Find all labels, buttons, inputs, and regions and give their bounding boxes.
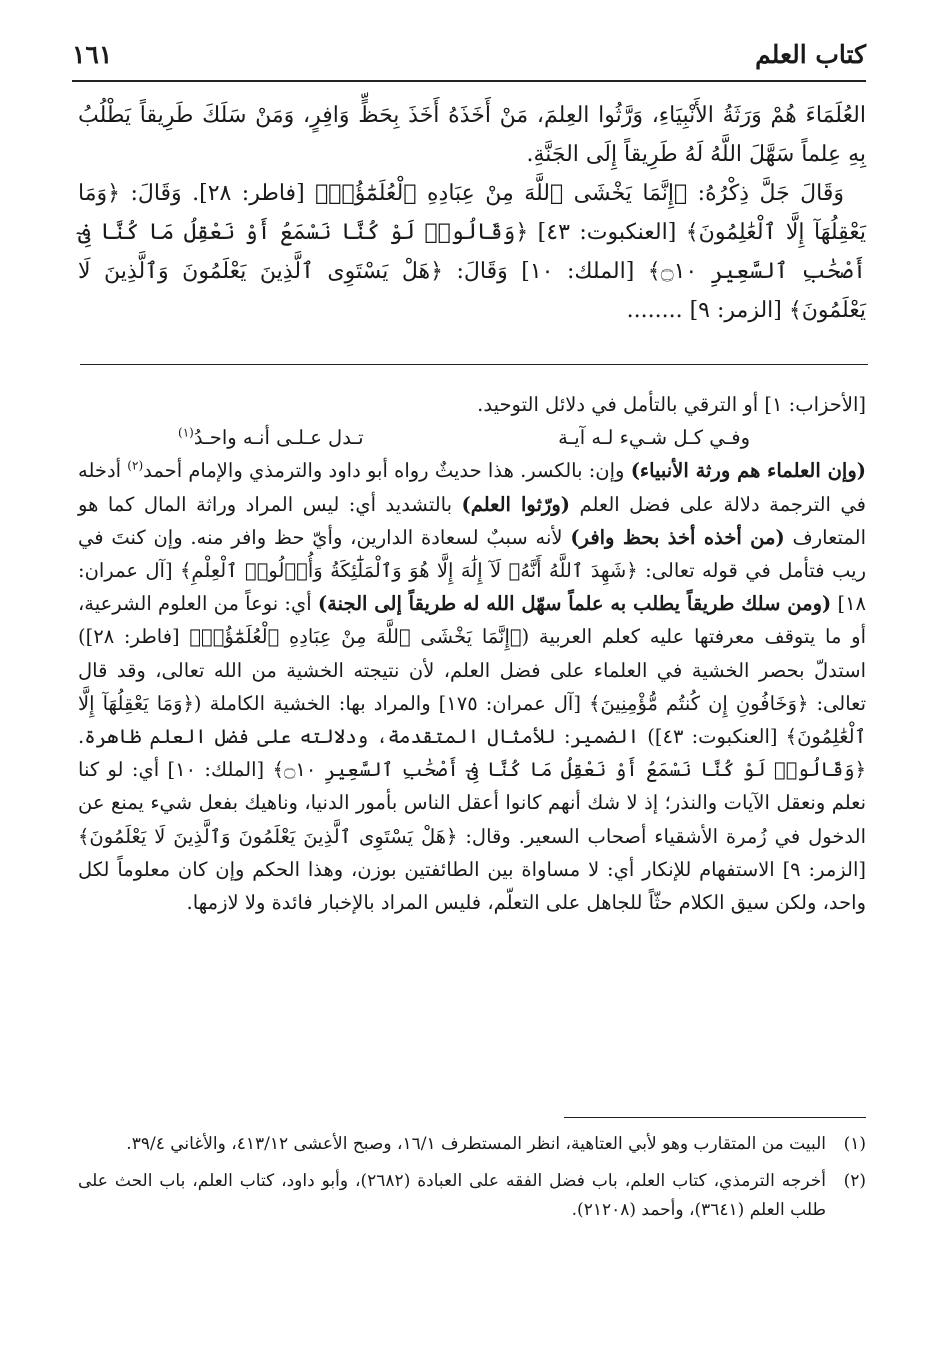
text-divider	[80, 364, 868, 365]
page-header	[72, 36, 866, 82]
footnote-divider	[564, 1117, 866, 1118]
verse-hemistich-left	[178, 421, 364, 454]
footnote-number: (٢)	[843, 1171, 866, 1191]
lemma-2: (ورّثوا العلم)	[461, 492, 570, 516]
commentary-text-5: أي: نوعاً من العلوم الشرعية، أو ما يتوقف معرفتها عليه كعلم العربية (﴿إِنَّمَا يَخْشَى ٱللَّهَ مِنْ عِبَادِهِ ٱلْعُلَمَٰٓؤُا۟﴾ [فاطر: ٢٨]) استدلّ بحصر الخشية في العلماء على فضل العلم، لأن نتيجته الخشية من الله تعالى، وقد قال تعالى: ﴿وَخَافُونِ إِن كُنتُم مُّؤْمِنِينَ﴾ [آل عمران: ١٧٥] والمراد بها: الخشية الكاملة (﴿وَمَا يَعْقِلُهَآ إِلَّا ٱلْعَٰلِمُونَ﴾ [العنكبوت: ٤٣]) الضمير: للأمثال المتقدمة، ودلالته على فضل العلم ظاهرة. ﴿وَقَالُوا۟ لَوْ كُنَّا نَسْمَعُ أَوْ نَعْقِلُ مَا كُنَّا فِىٓ أَصْحَٰبِ ٱلسَّعِيرِ ۝١٠﴾ [الملك: ١٠] أي: لو كنا نعلم ونعقل الآيات والنذر؛ إذ لا شك أنهم كانوا أعقل الناس بأمور الدنيا، وناهيك بفعل شيء يمنع عن الدخول في زُمرة الأشقياء أصحاب السعير. وقال: ﴿هَلْ يَسْتَوِى ٱلَّذِينَ يَعْلَمُونَ وَٱلَّذِينَ لَا يَعْلَمُونَ﴾ [الزمر: ٩] الاستفهام للإنكار أي: لا مساواة بين الطائفتين بوزن، وهذا الحكم وإن كان معلوماً لكل واحد، ولكن سيق الكلام حثّاً للجاهل على التعلّم، فليس المراد بالإخبار فائدة ولا لازمها.	[78, 592, 866, 915]
lemma-1: (وإن العلماء هم ورثة الأنبياء)	[630, 459, 866, 483]
footnote-marker-1: (١)	[178, 425, 194, 440]
footnote-number: (١)	[843, 1134, 866, 1154]
poetry-verse	[78, 421, 866, 454]
hadith-text	[78, 96, 866, 330]
commentary	[78, 388, 866, 919]
hadith-paragraph-2: وَقَالَ جَلَّ ذِكْرُهُ: ﴿إِنَّمَا يَخْشَى ٱللَّهَ مِنْ عِبَادِهِ ٱلْعُلَمَٰٓؤُا۟﴾ [فاطر: ٢٨]. وَقَالَ: ﴿وَمَا يَعْقِلُهَآ إِلَّا ٱلْعَٰلِمُونَ﴾ [العنكبوت: ٤٣] ﴿وَقَالُوا۟ لَوْ كُنَّا نَسْمَعُ أَوْ نَعْقِلُ مَا كُنَّا فِىٓ أَصْحَٰبِ ٱلسَّعِيرِ ۝١٠﴾ [الملك: ١٠] وَقَالَ: ﴿هَلْ يَسْتَوِى ٱلَّذِينَ يَعْلَمُونَ وَٱلَّذِينَ لَا يَعْلَمُونَ﴾ [الزمر: ٩] ........	[78, 181, 867, 323]
commentary-text-4: لأنه سببٌ لسعادة الدارين، وأيّ حظ وافر منه. وإن كنتَ في ريب فتأمل في قوله تعالى: ﴿شَهِدَ ٱللَّهُ أَنَّهُۥ لَآ إِلَٰهَ إِلَّا هُوَ وَٱلْمَلَٰٓئِكَةُ وَأُو۟لُوا۟ ٱلْعِلْمِ﴾ [آل عمران: ١٨]	[78, 525, 867, 616]
footnote-2	[78, 1167, 866, 1225]
footnote-text: أخرجه الترمذي، كتاب العلم، باب فضل الفقه على العبادة (٢٦٨٢)، وأبو داود، كتاب العلم، باب الحث على طلب العلم (٣٦٤١)، وأحمد (٢١٢٠٨).	[78, 1171, 826, 1220]
commentary-body	[78, 454, 866, 919]
running-title: كتاب العلم	[755, 40, 866, 69]
lemma-3: (من أخذه أخذ بحظ وافر)	[570, 525, 785, 549]
commentary-text-3: بالتشديد أي: ليس المراد وراثة المال كما هو المتعارف	[78, 492, 866, 549]
footnotes	[78, 1130, 866, 1233]
page-number: ١٦١	[72, 40, 113, 69]
lemma-4: (ومن سلك طريقاً يطلب به علماً سهّل الله له طريقاً إلى الجنة)	[317, 592, 832, 616]
footnote-marker-2: (٢)	[127, 458, 144, 473]
commentary-text-1: وإن: بالكسر. هذا حديثٌ رواه أبو داود والترمذي والإمام أحمد	[143, 459, 631, 483]
commentary-text-2: أدخله في الترجمة دلالة على فضل العلم	[78, 459, 866, 516]
commentary-line-1: [الأحزاب: ١] أو الترقي بالتأمل في دلائل التوحيد.	[477, 393, 866, 416]
verse-hemistich-left-text: تـدل عـلـى أنـه واحـدُ	[193, 426, 364, 450]
footnote-1	[78, 1130, 866, 1159]
footnote-text: البيت من المتقارب وهو لأبي العتاهية، انظر المستطرف ١٦/١، وصبح الأعشى ٤١٣/١٢، والأغاني ٣٩/٤.	[126, 1134, 826, 1154]
verse-hemistich-right: وفـي كـل شـيء لـه آيـة	[558, 426, 750, 450]
hadith-paragraph-1: العُلَمَاءَ هُمْ وَرَثَةُ الأَنْبِيَاءِ، وَرَّثُوا العِلمَ، مَنْ أَخَذَهُ أَخَذَ بِحَظٍّ وَافِرٍ، وَمَنْ سَلَكَ طَرِيقاً يَطْلُبُ بِهِ عِلماً سَهَّلَ اللَّهُ لَهُ طَرِيقاً إِلَى الجَنَّةِ.	[78, 103, 866, 167]
